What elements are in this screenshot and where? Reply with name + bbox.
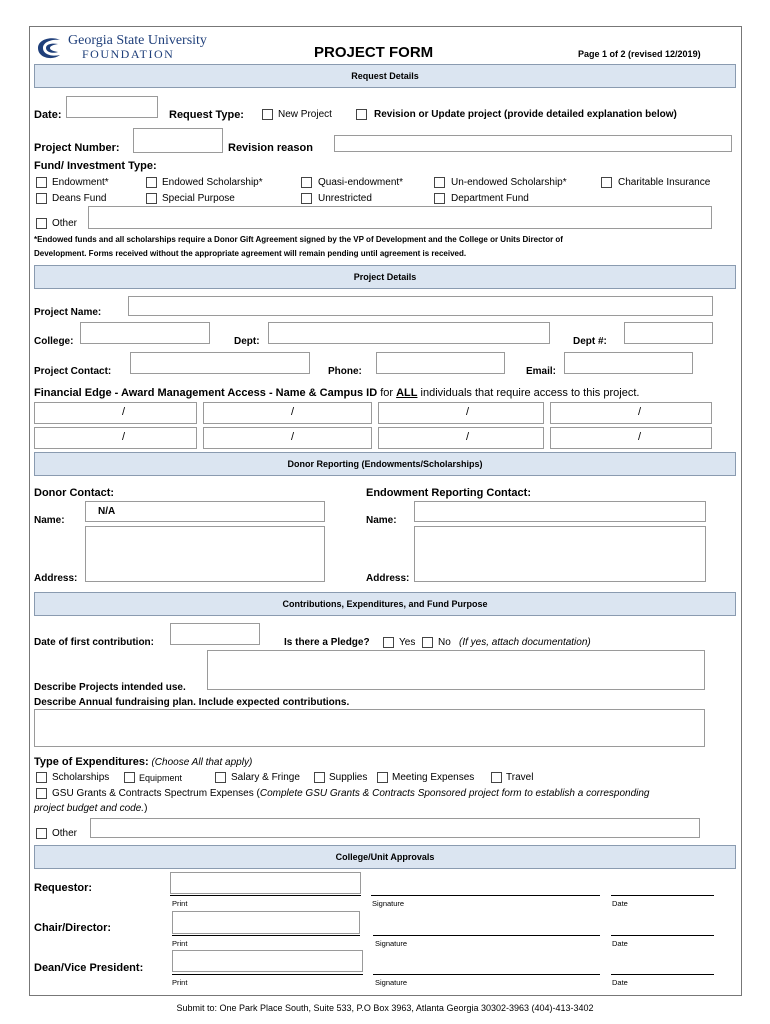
section-request-details: Request Details bbox=[34, 64, 736, 88]
logo-swoosh-icon bbox=[34, 34, 64, 62]
exp-travel-label: Travel bbox=[506, 772, 534, 783]
donor-address-input[interactable] bbox=[85, 526, 325, 582]
fund-unrestricted-checkbox[interactable] bbox=[301, 193, 312, 204]
fund-deans-checkbox[interactable] bbox=[36, 193, 47, 204]
exp-gsu-grants-italic: Complete GSU Grants & Contracts Sponsored project form to establish a corresponding bbox=[259, 788, 650, 799]
fundraising-plan-label: Describe Annual fundraising plan. Include expected contributions. bbox=[34, 697, 350, 708]
fund-charitable-insurance-checkbox[interactable] bbox=[601, 177, 612, 188]
requestor-date-line[interactable] bbox=[611, 895, 714, 896]
donor-name-input[interactable] bbox=[85, 501, 325, 522]
fund-other-label: Other bbox=[52, 218, 78, 229]
exp-gsu-grants-label bbox=[52, 788, 650, 799]
fund-special-purpose-label: Special Purpose bbox=[162, 193, 235, 204]
expenditure-heading-bold: Type of Expenditures: bbox=[34, 756, 149, 768]
exp-supplies-checkbox[interactable] bbox=[314, 772, 325, 783]
revision-checkbox[interactable] bbox=[356, 109, 367, 120]
requestor-date-caption: Date bbox=[612, 899, 628, 908]
agreement-note-line1: *Endowed funds and all scholarships require a Donor Gift Agreement signed by the VP of Development and the College or Units Director of bbox=[34, 235, 563, 244]
access-entry-6[interactable] bbox=[203, 427, 372, 449]
email-input[interactable] bbox=[564, 352, 693, 374]
access-entry-slash: / bbox=[291, 431, 295, 443]
fund-unendowed-scholarship-label: Un-endowed Scholarship* bbox=[451, 177, 567, 188]
exp-supplies-label: Supplies bbox=[329, 772, 368, 783]
access-entry-2[interactable] bbox=[203, 402, 372, 424]
donor-name-value: N/A bbox=[98, 506, 116, 517]
expenditure-heading-note: (Choose All that apply) bbox=[148, 757, 253, 768]
exp-scholarships-label: Scholarships bbox=[52, 772, 110, 783]
donor-contact-label: Donor Contact: bbox=[34, 487, 115, 499]
access-heading-bold: Financial Edge - Award Management Access - Name & Campus ID bbox=[34, 387, 378, 399]
requestor-print-input[interactable] bbox=[170, 872, 361, 894]
college-input[interactable] bbox=[80, 322, 210, 344]
college-label: College: bbox=[34, 336, 74, 347]
fund-endowment-checkbox[interactable] bbox=[36, 177, 47, 188]
exp-gsu-grants-line2 bbox=[34, 803, 147, 814]
revision-reason-input[interactable] bbox=[334, 135, 732, 152]
chair-date-caption: Date bbox=[612, 939, 628, 948]
dean-date-caption: Date bbox=[612, 978, 628, 987]
endowment-address-input[interactable] bbox=[414, 526, 706, 582]
project-number-input[interactable] bbox=[133, 128, 223, 153]
dean-vp-label: Dean/Vice President: bbox=[34, 962, 144, 974]
fund-other-input[interactable] bbox=[88, 206, 712, 229]
endowment-address-label: Address: bbox=[366, 573, 410, 584]
chair-director-label: Chair/Director: bbox=[34, 922, 112, 934]
page-info: Page 1 of 2 (revised 12/2019) bbox=[578, 49, 701, 59]
dean-date-line[interactable] bbox=[611, 974, 714, 975]
section-approvals: College/Unit Approvals bbox=[34, 845, 736, 869]
exp-salary-checkbox[interactable] bbox=[215, 772, 226, 783]
expenditure-heading bbox=[34, 756, 252, 768]
requestor-print-caption: Print bbox=[172, 899, 188, 908]
exp-equipment-label: Equipment bbox=[139, 773, 183, 783]
dean-print-input[interactable] bbox=[172, 950, 363, 972]
chair-signature-caption: Signature bbox=[375, 939, 408, 948]
endowment-name-input[interactable] bbox=[414, 501, 706, 522]
dept-input[interactable] bbox=[268, 322, 550, 344]
fund-endowment-label: Endowment* bbox=[52, 177, 109, 188]
fund-quasi-endowment-label: Quasi-endowment* bbox=[318, 177, 404, 188]
new-project-label: New Project bbox=[278, 109, 332, 120]
new-project-checkbox[interactable] bbox=[262, 109, 273, 120]
pledge-no-label: No bbox=[438, 637, 451, 648]
fund-other-checkbox[interactable] bbox=[36, 218, 47, 229]
access-heading-all: ALL bbox=[396, 387, 418, 399]
date-label: Date: bbox=[34, 109, 62, 121]
exp-scholarships-checkbox[interactable] bbox=[36, 772, 47, 783]
chair-print-caption: Print bbox=[172, 939, 188, 948]
exp-other-label: Other bbox=[52, 828, 78, 839]
access-entry-3[interactable] bbox=[378, 402, 544, 424]
section-project-details: Project Details bbox=[34, 265, 736, 289]
exp-gsu-grants-text: GSU Grants & Contracts Spectrum Expenses ( bbox=[52, 788, 260, 799]
dean-signature-caption: Signature bbox=[375, 978, 408, 987]
access-entry-slash: / bbox=[638, 406, 642, 418]
dept-number-input[interactable] bbox=[624, 322, 713, 344]
exp-salary-label: Salary & Fringe bbox=[231, 772, 300, 783]
dept-label: Dept: bbox=[234, 336, 260, 347]
pledge-yes-label: Yes bbox=[399, 637, 416, 648]
pledge-no-checkbox[interactable] bbox=[422, 637, 433, 648]
access-entry-slash: / bbox=[466, 431, 470, 443]
access-entry-7[interactable] bbox=[378, 427, 544, 449]
dept-number-label: Dept #: bbox=[573, 336, 607, 347]
fund-unendowed-scholarship-checkbox[interactable] bbox=[434, 177, 445, 188]
exp-travel-checkbox[interactable] bbox=[491, 772, 502, 783]
access-heading-for: for bbox=[377, 387, 397, 399]
exp-other-input[interactable] bbox=[90, 818, 700, 838]
access-entry-slash: / bbox=[466, 406, 470, 418]
access-entry-slash: / bbox=[638, 431, 642, 443]
phone-label: Phone: bbox=[328, 366, 362, 377]
requestor-label: Requestor: bbox=[34, 882, 93, 894]
foundation-logo bbox=[34, 32, 234, 64]
exp-meeting-label: Meeting Expenses bbox=[392, 772, 475, 783]
fund-quasi-endowment-checkbox[interactable] bbox=[301, 177, 312, 188]
fund-special-purpose-checkbox[interactable] bbox=[146, 193, 157, 204]
first-contribution-input[interactable] bbox=[170, 623, 260, 645]
phone-input[interactable] bbox=[376, 352, 505, 374]
pledge-note: (If yes, attach documentation) bbox=[459, 637, 591, 648]
pledge-label: Is there a Pledge? bbox=[284, 637, 370, 648]
form-title: PROJECT FORM bbox=[314, 44, 434, 61]
fund-endowed-scholarship-checkbox[interactable] bbox=[146, 177, 157, 188]
endowment-contact-label: Endowment Reporting Contact: bbox=[366, 487, 531, 499]
logo-line2: FOUNDATION bbox=[82, 47, 175, 61]
dean-print-caption: Print bbox=[172, 978, 188, 987]
access-entry-4[interactable] bbox=[550, 402, 712, 424]
endowment-name-label: Name: bbox=[366, 515, 397, 526]
fund-endowed-scholarship-label: Endowed Scholarship* bbox=[162, 177, 263, 188]
chair-date-line[interactable] bbox=[611, 935, 714, 936]
access-heading bbox=[34, 387, 639, 399]
chair-print-input[interactable] bbox=[172, 911, 360, 934]
project-name-input[interactable] bbox=[128, 296, 713, 316]
dean-print-line bbox=[172, 974, 363, 975]
fund-department-label: Department Fund bbox=[451, 193, 529, 204]
dean-signature-line[interactable] bbox=[373, 974, 600, 975]
chair-print-line bbox=[172, 935, 360, 936]
project-contact-label: Project Contact: bbox=[34, 366, 112, 377]
access-heading-rest: individuals that require access to this project. bbox=[417, 387, 640, 399]
access-entry-5[interactable] bbox=[34, 427, 197, 449]
section-contributions: Contributions, Expenditures, and Fund Purpose bbox=[34, 592, 736, 616]
fund-deans-label: Deans Fund bbox=[52, 193, 107, 204]
date-input[interactable] bbox=[66, 96, 158, 118]
exp-gsu-grants-line2-italic: project budget and code. bbox=[34, 803, 145, 814]
requestor-signature-line[interactable] bbox=[371, 895, 600, 896]
revision-label: Revision or Update project (provide detailed explanation below) bbox=[374, 109, 677, 120]
exp-other-checkbox[interactable] bbox=[36, 828, 47, 839]
chair-signature-line[interactable] bbox=[373, 935, 600, 936]
access-entry-slash: / bbox=[122, 431, 126, 443]
exp-gsu-grants-close: ) bbox=[144, 803, 148, 814]
exp-equipment-checkbox[interactable] bbox=[124, 772, 135, 783]
first-contribution-label: Date of first contribution: bbox=[34, 637, 154, 648]
access-entry-slash: / bbox=[122, 406, 126, 418]
project-contact-input[interactable] bbox=[130, 352, 310, 374]
logo-line1: Georgia State University bbox=[68, 33, 207, 48]
fund-charitable-insurance-label: Charitable Insurance bbox=[618, 177, 711, 188]
exp-gsu-grants-checkbox[interactable] bbox=[36, 788, 47, 799]
project-name-label: Project Name: bbox=[34, 307, 102, 318]
intended-use-input[interactable] bbox=[207, 650, 705, 690]
email-label: Email: bbox=[526, 366, 557, 377]
donor-address-label: Address: bbox=[34, 573, 78, 584]
fundraising-plan-input[interactable] bbox=[34, 709, 705, 747]
requestor-print-line bbox=[170, 895, 361, 896]
section-donor-reporting: Donor Reporting (Endowments/Scholarships) bbox=[34, 452, 736, 476]
revision-reason-label: Revision reason bbox=[228, 142, 313, 154]
requestor-signature-caption: Signature bbox=[372, 899, 405, 908]
fund-type-label: Fund/ Investment Type: bbox=[34, 160, 157, 172]
access-entry-slash: / bbox=[291, 406, 295, 418]
pledge-yes-checkbox[interactable] bbox=[383, 637, 394, 648]
submit-footer: Submit to: One Park Place South, Suite 533, P.O Box 3963, Atlanta Georgia 30302-3963 (404)-413-3402 bbox=[176, 1003, 594, 1013]
access-entry-8[interactable] bbox=[550, 427, 712, 449]
project-number-label: Project Number: bbox=[34, 142, 120, 154]
donor-name-label: Name: bbox=[34, 515, 65, 526]
fund-unrestricted-label: Unrestricted bbox=[318, 193, 372, 204]
fund-department-checkbox[interactable] bbox=[434, 193, 445, 204]
exp-meeting-checkbox[interactable] bbox=[377, 772, 388, 783]
request-type-label: Request Type: bbox=[169, 109, 244, 121]
access-entry-1[interactable] bbox=[34, 402, 197, 424]
agreement-note-line2: Development. Forms received without the appropriate agreement will remain pending until agreement is received. bbox=[34, 249, 467, 258]
intended-use-label: Describe Projects intended use. bbox=[34, 682, 186, 693]
